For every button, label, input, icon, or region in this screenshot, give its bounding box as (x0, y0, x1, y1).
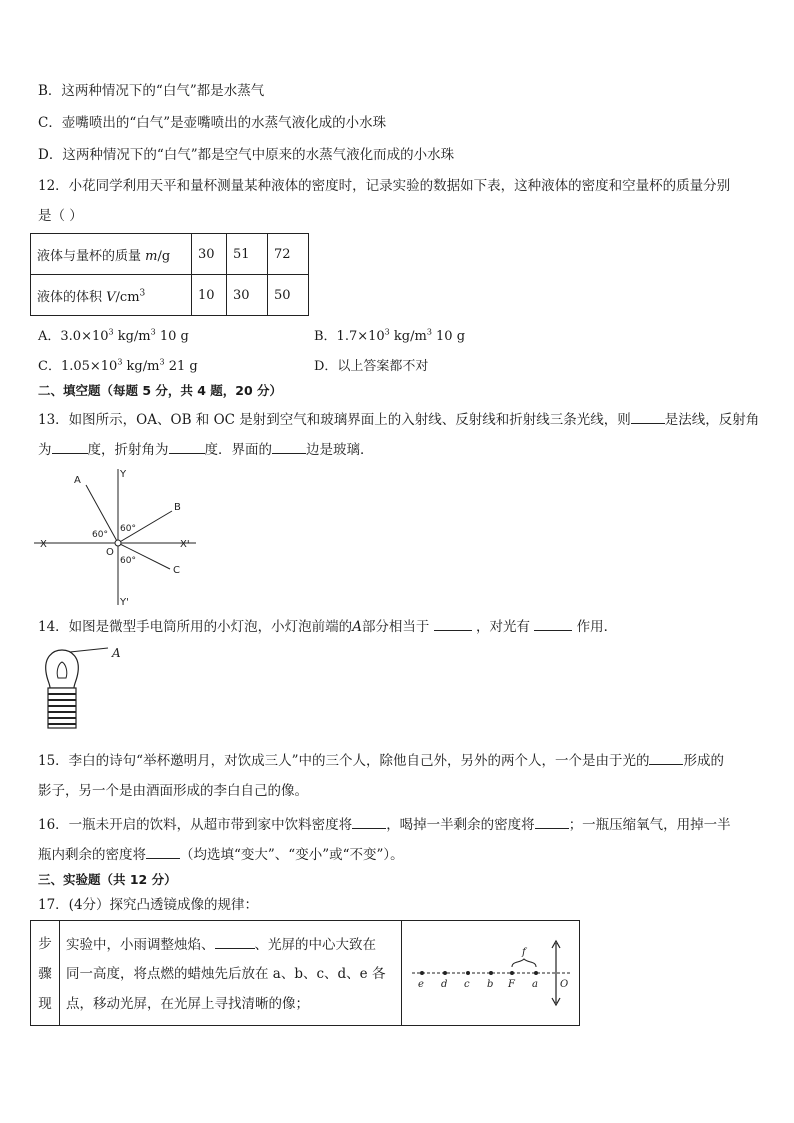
table-cell: 液体与量杯的质量 m/g (31, 234, 192, 275)
q15-line2: 影子，另一个是由酒面形成的李白自己的像。 (38, 783, 308, 799)
point-o-marker (115, 540, 121, 546)
steps-figure-cell (402, 921, 579, 1025)
pointer-line (70, 648, 108, 652)
steps-text-line2: 同一高度，将点燃的蜡烛先后放在 a、b、c、d、e 各 (66, 966, 386, 982)
label-c: c (464, 979, 470, 990)
table-cell: 30 (227, 275, 268, 316)
steps-text-line1: 实验中，小雨调整烛焰、 、光屏的中心大致在 (66, 937, 376, 953)
q13-ray-diagram (34, 465, 204, 610)
point-a (534, 971, 538, 975)
q11-option-c: C．壶嘴喷出的“白气”是壶嘴喷出的水蒸气液化成的小水珠 (38, 115, 387, 131)
q17-lens-diagram (402, 921, 579, 1025)
q16-line2: 瓶内剩余的密度将 （均选填“变大”、“变小”或“不变”）。 (38, 847, 404, 863)
table-cell: 30 (192, 234, 227, 275)
q13-line1: 13．如图所示，OA、OB 和 OC 是射到空气和玻璃界面上的入射线、反射线和折射线三条光线，则 是法线，反射角 (38, 412, 760, 428)
label-o: O (106, 547, 114, 558)
q12-stem-line1: 12．小花同学利用天平和量杯测量某种液体的密度时，记录实验的数据如下表，这种液体的密度和空量杯的质量分别 (38, 178, 731, 194)
q14-bulb-figure (36, 644, 136, 738)
steps-label-3: 现 (38, 996, 52, 1012)
q12-option-a: A．$3.0\times 10^3$ $kg/m^3$ 10 g (38, 327, 189, 344)
label-b: B (174, 502, 181, 513)
focal-brace (512, 959, 536, 967)
q14-line: 14．如图是微型手电筒所用的小灯泡，小灯泡前端的A部分相当于 ，对光有 作用． (38, 619, 618, 635)
point-f (510, 971, 514, 975)
q16-line1: 16．一瓶未开启的饮料，从超市带到家中饮料密度将 ，喝掉一半剩余的密度将 ；一瓶压缩氧气，用掉一半 (38, 817, 731, 833)
label-f-focus: F (508, 979, 515, 990)
table-row (31, 234, 309, 275)
point-e (420, 971, 424, 975)
q12-option-b: B．$1.7\times 10^3$ $kg/m^3$ 10 g (314, 327, 466, 344)
steps-label-2: 骤 (38, 966, 52, 982)
label-f-small: f (522, 947, 526, 958)
point-d (443, 971, 447, 975)
label-c: C (173, 565, 180, 576)
label-a: a (532, 979, 538, 990)
q17-stem: 17．(4分）探究凸透镜成像的规律： (38, 897, 259, 913)
steps-text-line3: 点，移动光屏，在光屏上寻找清晰的像； (66, 996, 309, 1012)
section3-title: 三、实验题（共 12 分） (38, 872, 177, 887)
q17-steps-table (30, 920, 580, 1026)
steps-label-1: 步 (38, 936, 52, 952)
label-d: d (441, 979, 448, 990)
label-e: e (418, 979, 424, 990)
label-x-prime: X' (180, 539, 190, 550)
table-cell: 51 (227, 234, 268, 275)
label-y-prime: Y' (120, 597, 129, 608)
q11-option-d: D．这两种情况下的“白气”都是空气中原来的水蒸气液化而成的小水珠 (38, 147, 455, 163)
point-c (466, 971, 470, 975)
q13-line2: 为 度，折射角为 度．界面的 边是玻璃． (38, 442, 374, 458)
bulb-glass (46, 650, 79, 688)
section2-title: 二、填空题（每题 5 分，共 4 题，20 分） (38, 383, 283, 398)
table-cell: 72 (268, 234, 309, 275)
label-angle-2: 60° (120, 524, 136, 534)
q12-option-d: D．以上答案都不对 (314, 359, 429, 374)
steps-text-cell (60, 921, 402, 1025)
q12-stem-line2: 是（ ） (38, 208, 83, 224)
table-row (31, 275, 309, 316)
label-angle-3: 60° (120, 556, 136, 566)
label-b: b (487, 979, 494, 990)
label-y: Y (120, 469, 127, 480)
q12-data-table (30, 233, 309, 316)
label-a: A (74, 475, 81, 486)
table-cell: 10 (192, 275, 227, 316)
label-angle-1: 60° (92, 530, 108, 540)
label-o: O (560, 979, 569, 990)
q11-option-b: B．这两种情况下的“白气”都是水蒸气 (38, 83, 265, 99)
steps-label-cell (31, 921, 60, 1025)
table-cell: 50 (268, 275, 309, 316)
label-x: X (40, 539, 47, 550)
q15-line1: 15．李白的诗句“举杯邀明月，对饮成三人”中的三个人，除他自己外，另外的两个人，一个是由于光的 形成的 (38, 753, 724, 769)
table-cell: 液体的体积 $V/cm^3$ (31, 275, 192, 316)
label-a: A (112, 646, 121, 660)
q12-option-c: C．$1.05\times 10^3$ $kg/m^3$ 21 g (38, 357, 198, 374)
point-b (489, 971, 493, 975)
